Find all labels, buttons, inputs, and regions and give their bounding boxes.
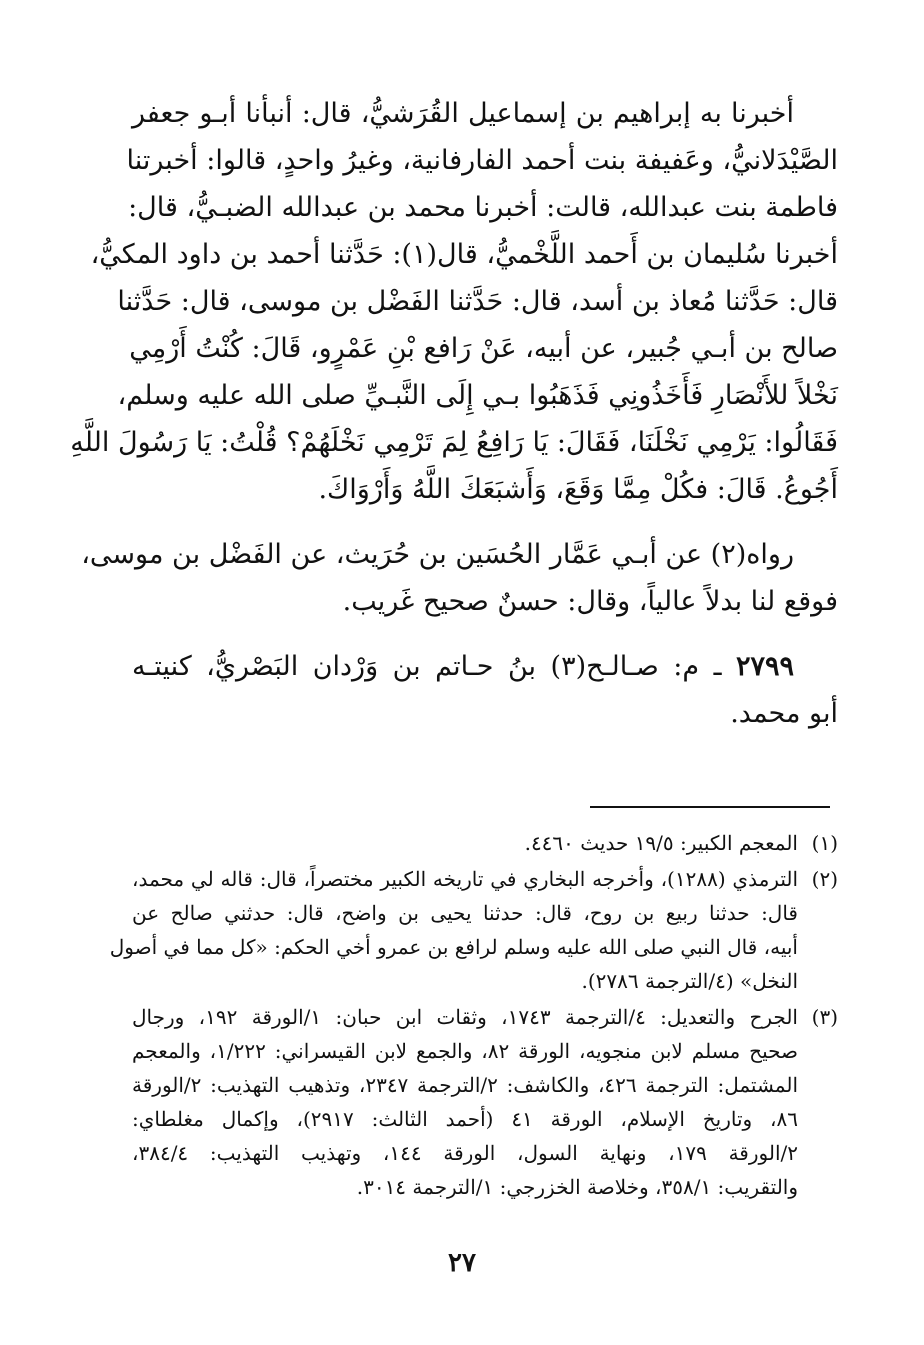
text-line: الصَّيْدَلانيُّ، وعَفيفة بنت أحمد الفارفانية، وغيرُ واحدٍ، قالوا: أخبرتنا — [126, 145, 838, 176]
footnote-line: الترمذي (١٢٨٨)، وأخرجه البخاري في تاريخه الكبير مختصراً، قال: قاله لي محمد، — [132, 867, 798, 891]
footnote-line: المشتمل: الترجمة ٤٢٦، والكاشف: ٢/الترجمة ٢٣٤٧، وتذهيب التهذيب: ٢/الورقة — [132, 1073, 798, 1097]
text-line: فاطمة بنت عبدالله، قالت: أخبرنا محمد بن عبدالله الضبـيُّ، قال: — [128, 192, 838, 223]
footnote-2 — [109, 862, 838, 998]
text-line: صالح بن أبـي جُبير، عن أبيه، عَنْ رَافع بْنِ عَمْرٍو، قَالَ: كُنْتُ أَرْمِي — [129, 333, 838, 364]
footnote-separator — [590, 806, 830, 808]
main-text — [70, 90, 838, 737]
footnotes — [109, 826, 838, 1206]
footnote-mark: (١) — [811, 831, 838, 855]
page-number: ٢٧ — [448, 1248, 476, 1278]
text-line: أخبرنا به إبراهيم بن إسماعيل القُرَشيُّ، قال: أنبأنا أبـو جعفر — [132, 98, 794, 129]
entry-text: ـ م: صـالـح(٣) بنُ حـاتم بن وَرْدان البَصْريُّ، كنيتـه — [132, 651, 722, 682]
footnote-line: صحيح مسلم لابن منجويه، الورقة ٨٢، والجمع لابن القيسراني: ١/٢٢٢، والمعجم — [132, 1039, 798, 1063]
entry-first-line — [132, 643, 838, 690]
paragraph-narration — [81, 531, 838, 625]
text-line: رواه(٢) عن أبـي عَمَّار الحُسَين بن حُرَيث، عن الفَضْل بن موسى، — [81, 539, 794, 570]
footnote-line: ٨٦، وتاريخ الإسلام، الورقة ٤١ (أحمد الثالث: ٢٩١٧)، وإكمال مغلطاي: — [132, 1107, 798, 1131]
footnote-3 — [132, 1000, 838, 1204]
footnote-line: الجرح والتعديل: ٤/الترجمة ١٧٤٣، وثقات ابن حبان: ١/الورقة ١٩٢، ورجال — [132, 1005, 798, 1029]
footnote-line: النخل» (٤/الترجمة ٢٧٨٦). — [581, 969, 798, 993]
footnote-mark: (٣) — [811, 1005, 838, 1029]
footnote-line: المعجم الكبير: ١٩/٥ حديث ٤٤٦٠. — [524, 831, 798, 855]
text-line: أَجُوعُ. قَالَ: فكُلْ مِمَّا وَقَعَ، وَأَشبَعَكَ اللَّهُ وَأَرْوَاكَ. — [318, 474, 838, 505]
footnote-line: والتقريب: ٣٥٨/١، وخلاصة الخزرجي: ١/الترجمة ٣٠١٤. — [356, 1175, 798, 1199]
footnote-line: أبيه، قال النبي صلى الله عليه وسلم لرافع بن عمرو أخي الحكم: «كل مما في أصول — [109, 935, 798, 959]
biography-entry — [132, 643, 838, 737]
text-line: فَقَالُوا: يَرْمِي نَخْلَنَا، فَقَالَ: يَا رَافِعُ لِمَ تَرْمِي نَخْلَهُمْ؟ قُلْتُ: يَا رَسُولَ اللَّهِ — [70, 427, 838, 458]
footnote-line: قال: حدثنا ربيع بن روح، قال: حدثنا يحيى بن واضح، قال: حدثني صالح عن — [132, 901, 798, 925]
footnote-1 — [132, 826, 838, 860]
text-line: أخبرنا سُليمان بن أَحمد اللَّخْميُّ، قال(١): حَدَّثنا أحمد بن داود المكيُّ، — [90, 239, 838, 270]
footnote-mark: (٢) — [811, 867, 838, 891]
entry-number: ٢٧٩٩ — [735, 651, 794, 682]
text-line: نَخْلاً للأَنْصَارِ فَأَخَذُونِي فَذَهَبُوا بـي إِلَى النَّبـيِّ صلى الله عليه وسلم، — [117, 380, 838, 411]
paragraph-hadith — [70, 90, 838, 513]
text-line: فوقع لنا بدلاً عالياً، وقال: حسنٌ صحيح غَريب. — [342, 586, 838, 617]
text-line: أبو محمد. — [730, 698, 838, 729]
text-line: قال: حَدَّثنا مُعاذ بن أسد، قال: حَدَّثنا الفَضْل بن موسى، قال: حَدَّثنا — [117, 286, 838, 317]
footnote-line: ٢/الورقة ١٧٩، ونهاية السول، الورقة ١٤٤، وتهذيب التهذيب: ٣٨٤/٤، — [132, 1141, 798, 1165]
